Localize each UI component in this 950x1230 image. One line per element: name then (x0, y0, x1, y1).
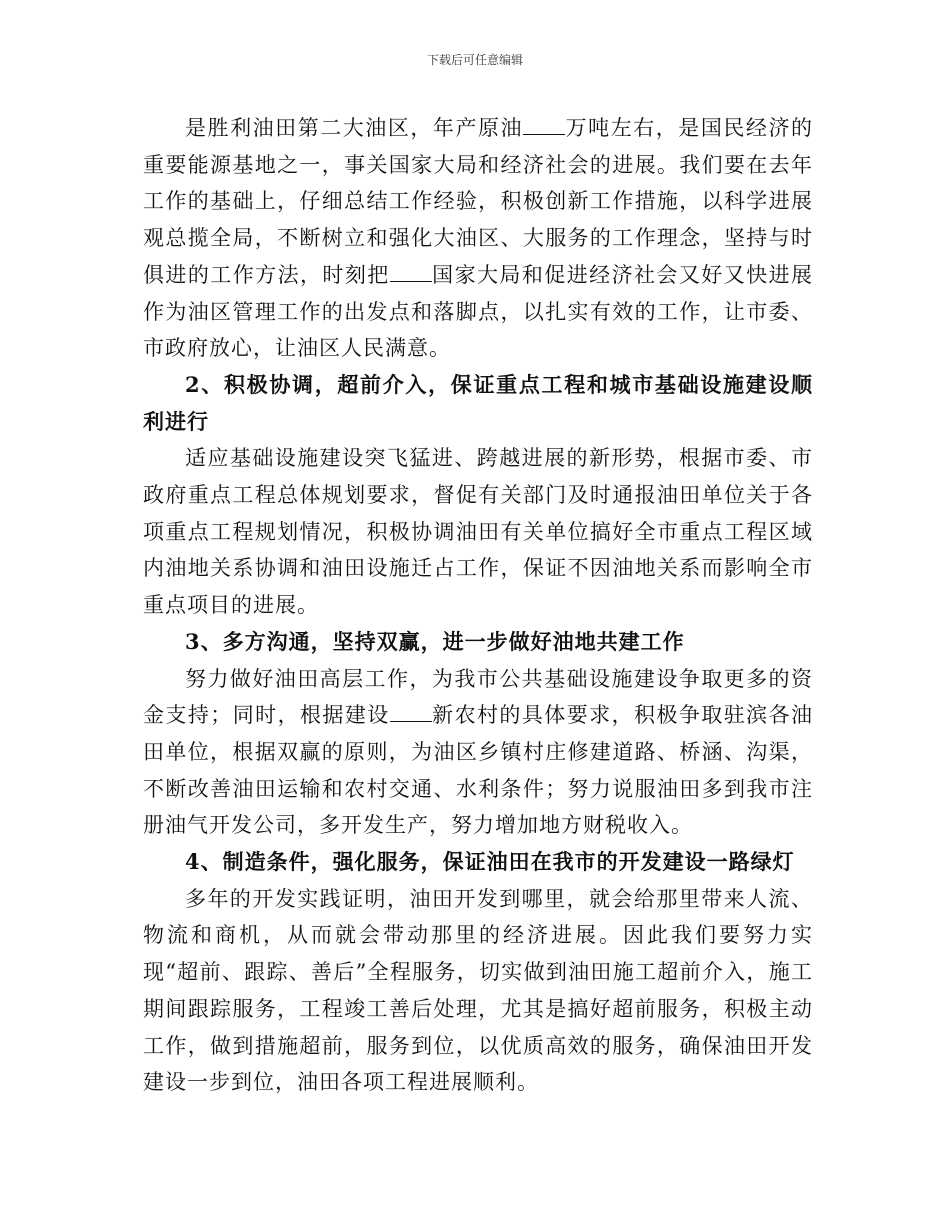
paragraph-text: 万吨左右，是国民经济的重要能源基地之一，事关国家大局和经济社会的进展。我们要在去年工作的基础上，仔细总结工作经验，积极创新工作措施，以科学进展观总揽全局，不断树立和强化大油区、大服务的工作理念，坚持与时俱进的工作方法，时刻把 (143, 116, 814, 287)
paragraph-text: 新农村的具体要求，积极争取驻滨各油田单位，根据双赢的原则，为油区乡镇村庄修建道路、桥涵、沟渠，不断改善油田运输和农村交通、水利条件；努力说服油田多到我市注册油气开发公司，多开发生产，努力增加地方财税收入。 (143, 703, 814, 838)
fill-in-blank (390, 703, 432, 722)
document-body (143, 110, 813, 1101)
paragraph-text: 努力做好油田高层工作，为我市公共基础设施建设争取更多的资金支持；同时，根据建设 (143, 666, 813, 728)
section-heading-4: 4、制造条件，强化服务，保证油田在我市的开发建设一路绿灯 (185, 849, 795, 875)
paragraph-text: 国家大局和促进经济社会又好又快进展作为油区管理工作的出发点和落脚点，以扎实有效的工作，让市委、市政府放心，让油区人民满意。 (143, 262, 814, 361)
paragraph-text: 是胜利油田第二大油区，年产原油 (185, 116, 524, 140)
paragraph-service: 多年的开发实践证明，油田开发到哪里，就会给那里带来人流、物流和商机，从而就会带动那里的经济进展。因此我们要努力实现“超前、跟踪、善后”全程服务，切实做到油田施工超前介入，施工期间跟踪服务，工程竣工善后处理，尤其是搞好超前服务，积极主动工作，做到措施超前，服务到位，以优质高效的服务，确保油田开发建设一步到位，油田各项工程进展顺利。 (143, 886, 813, 1095)
fill-in-blank (390, 263, 432, 282)
paragraph-co-construction (143, 661, 813, 845)
section-heading-2: 2、积极协调，超前介入，保证重点工程和城市基础设施建设顺利进行 (143, 371, 813, 434)
fill-in-blank (523, 116, 565, 135)
header-note: 下载后可任意编辑 (426, 53, 523, 67)
section-heading-3: 3、多方沟通，坚持双赢，进一步做好油地共建工作 (185, 628, 685, 654)
paragraph-infrastructure: 适应基础设施建设突飞猛进、跨越进展的新形势，根据市委、市政府重点工程总体规划要求，督促有关部门及时通报油田单位关于各项重点工程规划情况，积极协调油田有关单位搞好全市重点工程区域内油地关系协调和油田设施迁占工作，保证不因油地关系而影响全市重点项目的进展。 (143, 446, 813, 618)
paragraph-oilfield-overview (143, 110, 813, 367)
